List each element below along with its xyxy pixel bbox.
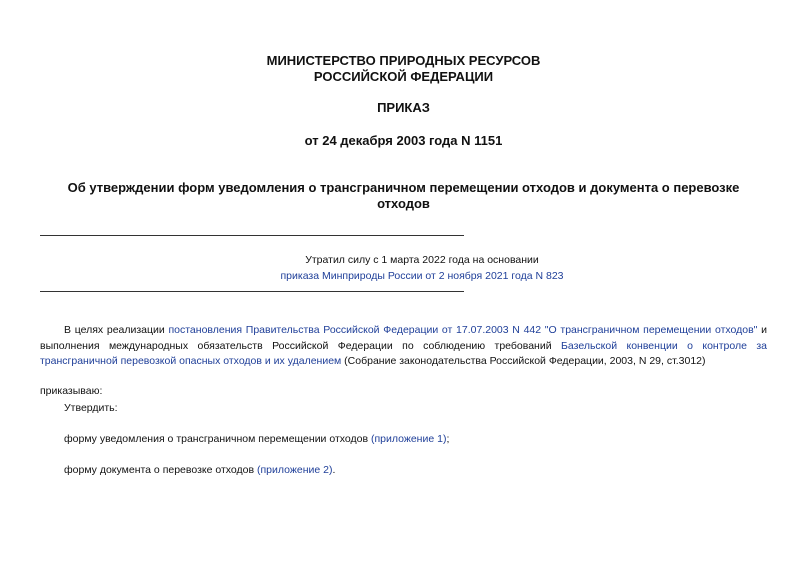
repeal-notice-text: Утратил силу с 1 марта 2022 года на основании <box>305 254 539 266</box>
document-date-number: от 24 декабря 2003 года N 1151 <box>304 133 503 148</box>
item-2-tail: . <box>332 464 336 476</box>
divider-bottom <box>40 291 464 292</box>
ministry-name <box>0 53 807 85</box>
repeal-notice-line <box>222 268 622 284</box>
repeal-order-link[interactable]: приказа Минприроды России от 2 ноября 2021 года N 823 <box>280 270 564 282</box>
government-decree-link[interactable]: постановления Правительства Российской Федерации от 17.07.2003 N 442 "О трансграничном перемещении отходов" <box>168 324 758 336</box>
order-statement: приказываю: <box>40 385 103 397</box>
appendix-2-link[interactable]: (приложение 2) <box>256 464 333 476</box>
preamble-text-3: (Собрание законодательства Российской Федерации, 2003, N 29, ст.3012) <box>341 355 706 367</box>
ministry-line-2: РОССИЙСКОЙ ФЕДЕРАЦИИ <box>313 69 494 84</box>
preamble-paragraph <box>40 323 767 370</box>
document-type: ПРИКАЗ <box>377 100 430 115</box>
item-2-text: форму документа о перевозке отходов <box>64 464 257 476</box>
preamble-text-2: и выполнения международных обязательств Российской Федерации по соблюдению требований <box>40 324 767 352</box>
basel-convention-link[interactable]: Базельской конвенции о контроле за трансграничной перевозкой опасных отходов и их удалением <box>40 339 767 367</box>
item-1-text: форму уведомления о трансграничном перемещении отходов <box>64 433 371 445</box>
preamble-text-1: В целях реализации <box>64 324 169 336</box>
approve-statement: Утвердить: <box>64 402 118 414</box>
list-item <box>64 463 335 478</box>
appendix-1-link[interactable]: (приложение 1) <box>370 433 447 445</box>
document-title: Об утверждении форм уведомления о трансграничном перемещении отходов и документа о перевозке отходов <box>67 180 740 211</box>
divider-top <box>40 235 464 236</box>
ministry-line-1: МИНИСТЕРСТВО ПРИРОДНЫХ РЕСУРСОВ <box>266 53 541 68</box>
list-item <box>64 432 449 447</box>
item-1-tail: ; <box>446 433 450 445</box>
